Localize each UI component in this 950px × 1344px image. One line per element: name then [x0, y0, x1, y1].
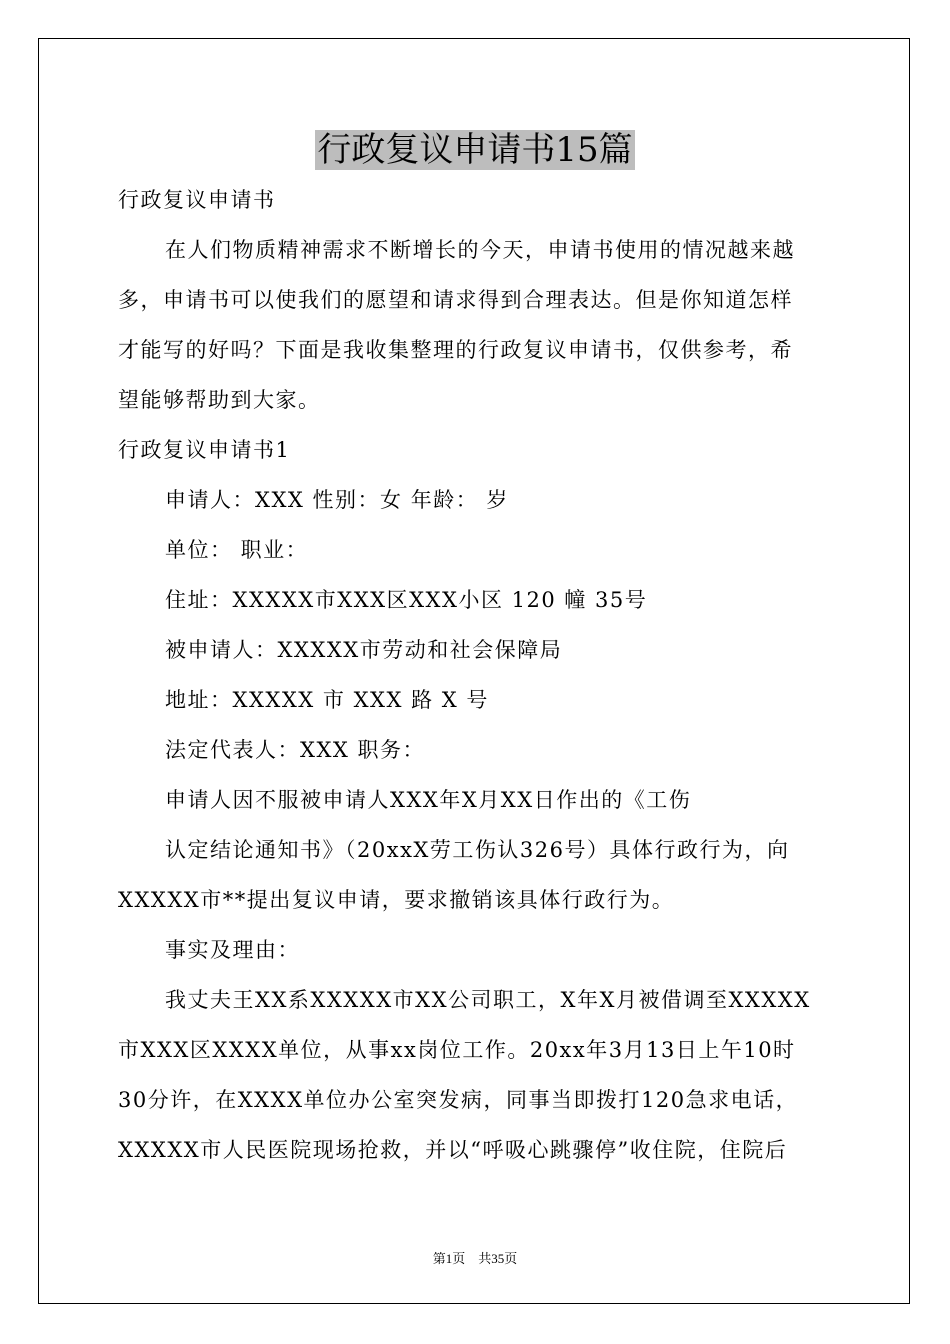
paragraph-line: 在人们物质精神需求不断增长的今天，申请书使用的情况越来越: [165, 238, 795, 262]
paragraph-line: 申请人因不服被申请人XXX年X月XX日作出的《工伤: [165, 788, 692, 812]
paragraph-line: 才能写的好吗？下面是我收集整理的行政复议申请书，仅供参考，希: [118, 338, 793, 362]
paragraph-line: 多，申请书可以使我们的愿望和请求得到合理表达。但是你知道怎样: [118, 288, 793, 312]
paragraph-line: 住址：XXXXX市XXX区XXX小区 120 幢 35号: [165, 588, 648, 612]
heading-line: 行政复议申请书: [118, 188, 276, 212]
paragraph-line: 认定结论通知书》（20xxX劳工伤认326号）具体行政行为，向: [165, 838, 790, 862]
document-title-wrap: [0, 128, 950, 172]
paragraph-line: 单位： 职业：: [165, 538, 309, 562]
paragraph-line: XXXXX市人民医院现场抢救，并以“呼吸心跳骤停”收住院，住院后: [118, 1138, 788, 1162]
paragraph-line: 事实及理由：: [165, 938, 300, 962]
document-title: 行政复议申请书15篇: [317, 130, 633, 170]
paragraph-line: 申请人：XXX 性别：女 年龄： 岁: [165, 488, 509, 512]
page-footer: 第1页 共35页: [432, 1251, 518, 1266]
paragraph-line: 30分许，在XXXX单位办公室突发病，同事当即拨打120急求电话，: [118, 1088, 799, 1112]
page-border: [38, 38, 910, 1304]
paragraph-line: 地址：XXXXX 市 XXX 路 X 号: [165, 688, 489, 712]
section-heading: 行政复议申请书1: [118, 438, 291, 462]
paragraph-line: 市XXX区XXXX单位，从事xx岗位工作。20xx年3月13日上午10时: [118, 1038, 796, 1062]
paragraph-line: 被申请人：XXXXX市劳动和社会保障局: [165, 638, 563, 662]
paragraph-line: XXXXX市**提出复议申请，要求撤销该具体行政行为。: [118, 888, 675, 912]
paragraph-line: 法定代表人：XXX 职务：: [165, 738, 426, 762]
paragraph-line: 望能够帮助到大家。: [118, 388, 321, 412]
paragraph-line: 我丈夫王XX系XXXXX市XX公司职工，X年X月被借调至XXXXX: [165, 988, 811, 1012]
